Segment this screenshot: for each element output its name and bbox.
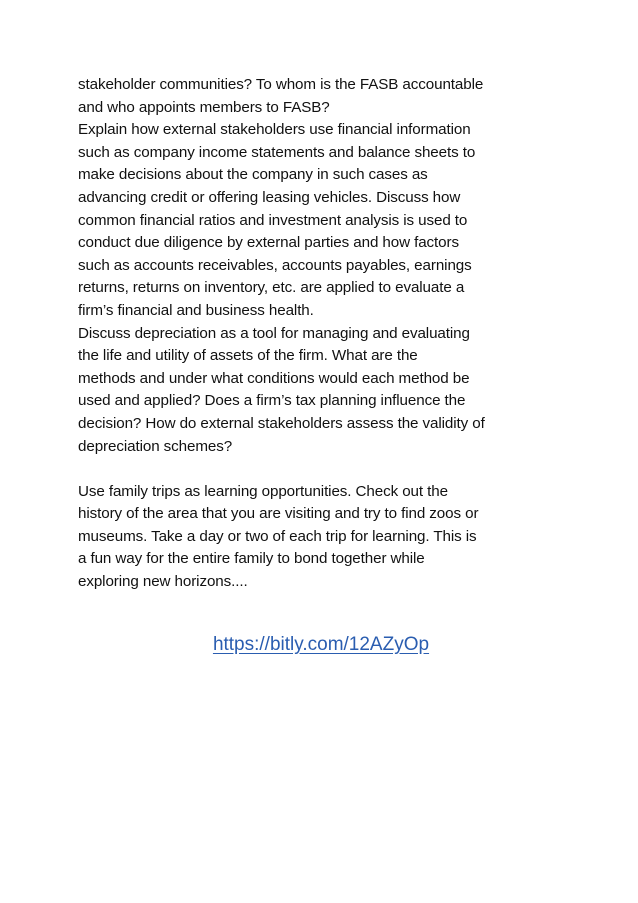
bitly-link[interactable]: https://bitly.com/12AZyOp (212, 634, 430, 655)
paragraph-fasb-accountability: stakeholder communities? To whom is the FASB accountable and who appoints members to FASB? (78, 76, 484, 116)
link-container (0, 634, 638, 656)
paragraph-spacer (78, 458, 568, 481)
paragraph-depreciation: Discuss depreciation as a tool for managing and evaluating the life and utility of assets of the firm. What are the methods and under what conditions would each method be used and applied? Does a firm’s tax planning influence the decision? How do external stakeholders assess the validity of depreciation schemes? (78, 324, 485, 455)
paragraph-external-stakeholders: Explain how external stakeholders use financial information such as company income statements and balance sheets to make decisions about the company in such cases as advancing credit or offering leasing vehicles. Discuss how common financial ratios and investment analysis is used to conduct due diligence by external parties and how factors such as accounts receivables, accounts payables, earnings returns, returns on inventory, etc. are applied to evaluate a firm’s financial and business health. (78, 121, 476, 319)
paragraph-family-trips: Use family trips as learning opportunities. Check out the history of the area that you are visiting and try to find zoos or museums. Take a day or two of each trip for learning. This is a fun way for the entire family to bond together while exploring new horizons.... (78, 482, 479, 591)
document-body (78, 74, 568, 594)
